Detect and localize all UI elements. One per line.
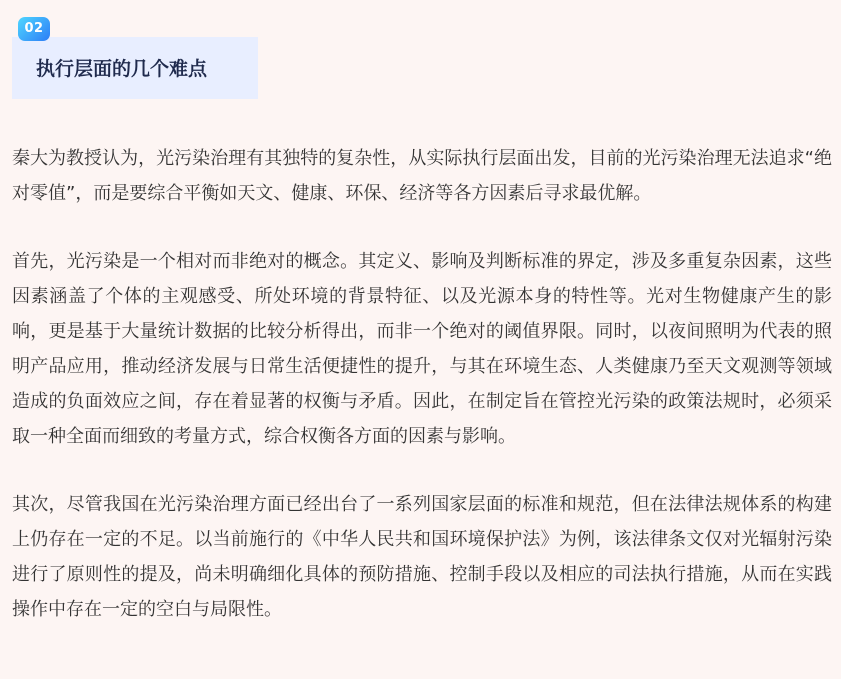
- article-body: [12, 141, 832, 660]
- section-header: [12, 37, 258, 99]
- paragraph-intro: 秦大为教授认为，光污染治理有其独特的复杂性，从实际执行层面出发，目前的光污染治理无法追求“绝对零值”，而是要综合平衡如天文、健康、环保、经济等各方因素后寻求最优解。: [12, 148, 832, 204]
- paragraph-second: 其次，尽管我国在光污染治理方面已经出台了一系列国家层面的标准和规范，但在法律法规体系的构建上仍存在一定的不足。以当前施行的《中华人民共和国环境保护法》为例，该法律条文仅对光辐射污染进行了原则性的提及，尚未明确细化具体的预防措施、控制手段以及相应的司法执行措施，从而在实践操作中存在一定的空白与局限性。: [12, 494, 832, 620]
- paragraph-first: 首先，光污染是一个相对而非绝对的概念。其定义、影响及判断标准的界定，涉及多重复杂因素，这些因素涵盖了个体的主观感受、所处环境的背景特征、以及光源本身的特性等。光对生物健康产生的影响，更是基于大量统计数据的比较分析得出，而非一个绝对的阈值界限。同时，以夜间照明为代表的照明产品应用，推动经济发展与日常生活便捷性的提升，与其在环境生态、人类健康乃至天文观测等领域造成的负面效应之间，存在着显著的权衡与矛盾。因此，在制定旨在管控光污染的政策法规时，必须采取一种全面而细致的考量方式，综合权衡各方面的因素与影响。: [12, 251, 832, 447]
- section-title: 执行层面的几个难点: [36, 58, 208, 80]
- section-number-badge: 02: [18, 17, 50, 41]
